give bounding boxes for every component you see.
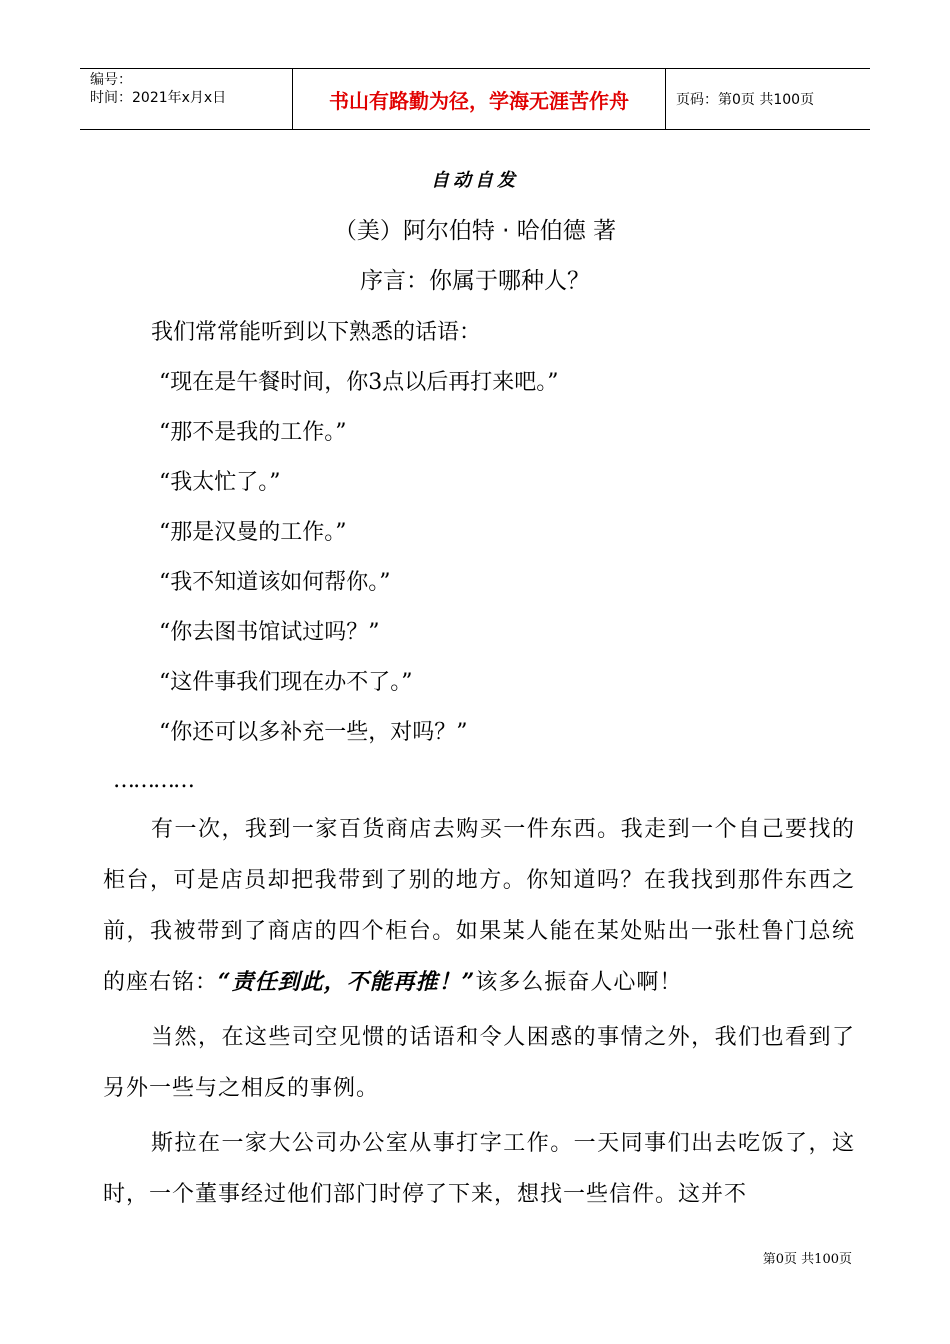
motto-quote: “责任到此，不能再推！”: [218, 969, 476, 995]
paragraph-1-tail: 该多么振奋人心啊！: [475, 970, 683, 995]
preface-title: 序言：你属于哪种人？: [360, 268, 590, 294]
quote-line: “你去图书馆试过吗？”: [159, 620, 380, 645]
quote-line: “这件事我们现在办不了。”: [159, 670, 413, 695]
quote-line: “那是汉曼的工作。”: [159, 520, 347, 545]
paragraph-1: [103, 804, 855, 1008]
quote-line: “你还可以多补充一些，对吗？”: [159, 720, 468, 745]
author-line: （美）阿尔伯特 · 哈伯德 著: [333, 218, 617, 244]
header-meta-cell: [80, 69, 293, 130]
header-page-info: 页码：第0页 共100页: [676, 92, 815, 108]
page-footer: 第0页 共100页: [762, 1252, 852, 1267]
paragraph-3: 斯拉在一家大公司办公室从事打字工作。一天同事们出去吃饭了，这时，一个董事经过他们部门时停了下来，想找一些信件。这并不: [103, 1131, 855, 1207]
header-table: [80, 68, 870, 130]
book-title: 自动自发: [431, 170, 519, 191]
quote-line: “那不是我的工作。”: [159, 420, 347, 445]
quote-line: “我不知道该如何帮你。”: [159, 570, 391, 595]
document-time-label: 时间：2021年x月x日: [90, 90, 227, 106]
quote-line: “我太忙了。”: [159, 470, 281, 495]
paragraph-1-text: 有一次，我到一家百货商店去购买一件东西。我走到一个自己要找的柜台，可是店员却把我带到了别的地方。你知道吗？在我找到那件东西之前，我被带到了商店的四个柜台。如果某人能在某处贴出一张杜鲁门总统的座右铭：: [103, 817, 855, 995]
intro-line: 我们常常能听到以下熟悉的话语：: [151, 320, 482, 345]
paragraph-2: 当然，在这些司空见惯的话语和令人困惑的事情之外，我们也看到了另外一些与之相反的事例。: [103, 1025, 855, 1101]
document-number-label: 编号：: [90, 72, 132, 88]
ellipsis: …………: [113, 768, 193, 793]
header-motto: 书山有路勤为径，学海无涯苦作舟: [293, 69, 666, 130]
document-body: [103, 308, 855, 1224]
quote-line: “现在是午餐时间，你3点以后再打来吧。”: [159, 370, 559, 395]
